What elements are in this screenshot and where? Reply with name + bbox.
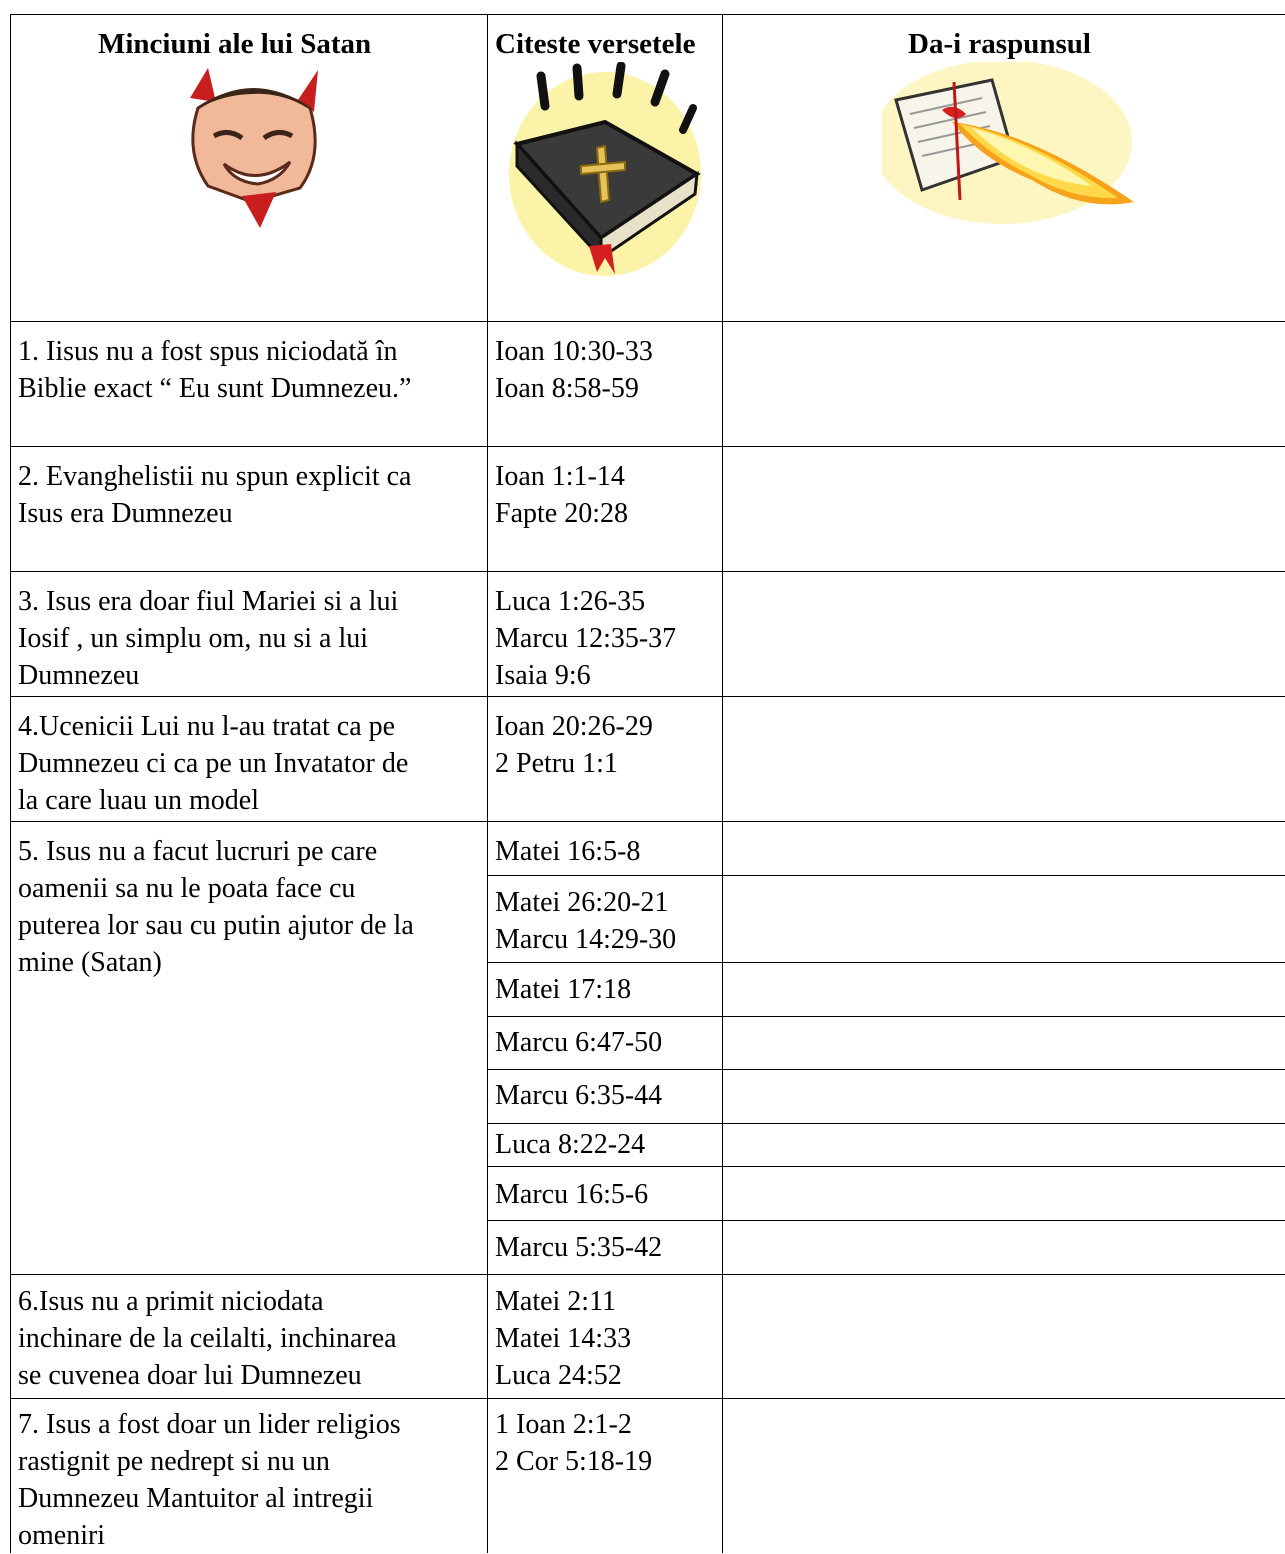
- verse-references: Ioan 10:30-33 Ioan 8:58-59: [495, 336, 653, 404]
- verse-references: Ioan 20:26-29 2 Petru 1:1: [495, 711, 653, 779]
- lie-text: 7. Isus a fost doar un lider religios rastignit pe nedrept si nu un Dumnezeu Mantuitor al intregii omeniri: [18, 1409, 401, 1551]
- lie-text: 1. Iisus nu a fost spus niciodată în Biblie exact “ Eu sunt Dumnezeu.”: [18, 336, 412, 404]
- verse-references: Ioan 1:1-14 Fapte 20:28: [495, 461, 628, 529]
- devil-face-icon: [168, 60, 338, 230]
- verse-reference: Marcu 6:35-44: [495, 1080, 663, 1111]
- header-answer: Da-i raspunsul: [908, 28, 1091, 60]
- verse-references: Luca 1:26-35 Marcu 12:35-37 Isaia 9:6: [495, 586, 677, 691]
- lie-text: 5. Isus nu a facut lucruri pe care oamenii sa nu le poata face cu puterea lor sau cu putin ajutor de la mine (Satan): [18, 836, 414, 978]
- lie-text: 6.Isus nu a primit niciodata inchinare de la ceilalti, inchinarea se cuvenea doar lui Dumnezeu: [18, 1286, 397, 1391]
- verse-reference: Marcu 5:35-42: [495, 1232, 663, 1263]
- glowing-bible-icon: [505, 62, 705, 280]
- verse-references: Matei 2:11 Matei 14:33 Luca 24:52: [495, 1286, 632, 1391]
- verse-reference: Marcu 6:47-50: [495, 1027, 663, 1058]
- verse-reference: Matei 17:18: [495, 974, 632, 1005]
- bible-flame-icon: [882, 62, 1144, 230]
- lie-text: 2. Evanghelistii nu spun explicit ca Isus era Dumnezeu: [18, 461, 412, 529]
- lie-text: 4.Ucenicii Lui nu l-au tratat ca pe Dumnezeu ci ca pe un Invatator de la care luau un model: [18, 711, 409, 816]
- header-lies: Minciuni ale lui Satan: [98, 28, 372, 60]
- verse-reference: Luca 8:22-24: [495, 1129, 646, 1160]
- header-verses: Citeste versetele: [495, 28, 696, 60]
- verse-references: 1 Ioan 2:1-2 2 Cor 5:18-19: [495, 1409, 653, 1477]
- lie-text: 3. Isus era doar fiul Mariei si a lui Iosif , un simplu om, nu si a lui Dumnezeu: [18, 586, 399, 691]
- verse-reference: Marcu 16:5-6: [495, 1179, 649, 1210]
- verse-reference: Matei 16:5-8: [495, 836, 641, 867]
- verse-reference: Matei 26:20-21 Marcu 14:29-30: [495, 887, 677, 955]
